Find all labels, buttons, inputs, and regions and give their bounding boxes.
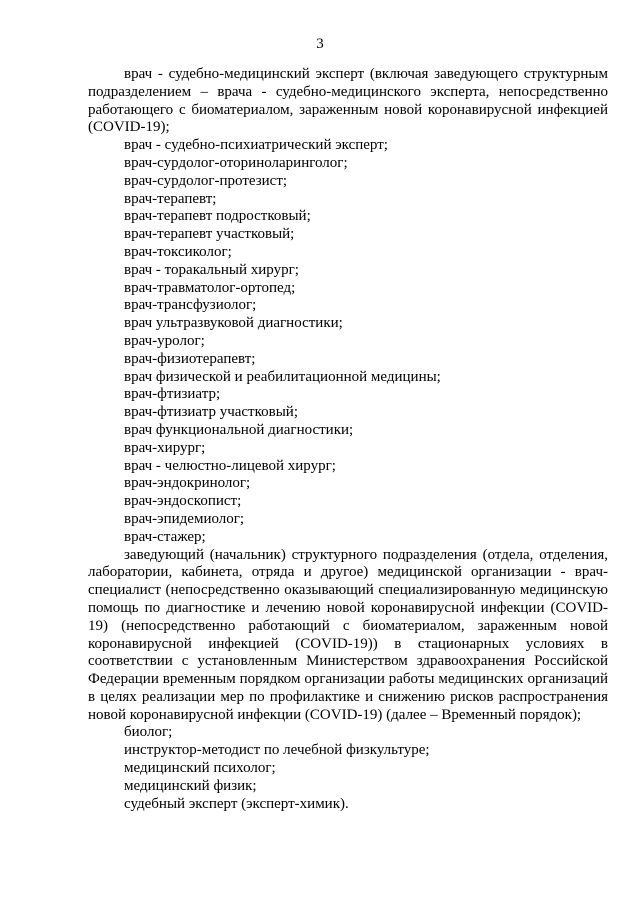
paragraph-head-of-department: заведующий (начальник) структурного подразделения (отдела, отделения, лаборатории, кабинета, отряда и другое) медицинской организации - врач-специалист (непосредственно оказывающий специализированную медицинскую помощь по диагностике и лечению новой коронавирусной инфекции (COVID-19) (непосредственно работающий с биоматериалом, зараженным новой коронавирусной инфекцией (COVID-19)) в стационарных условиях в соответствии с установленным Министерством здравоохранения Российской Федерации временным порядком организации работы медицинских организаций в целях реализации мер по профилактике и снижению рисков распространения новой коронавирусной инфекции (COVID-19) (далее – Временный порядок); (88, 546, 608, 723)
list-item: врач - челюстно-лицевой хирург; (124, 457, 336, 474)
list-item: врач-фтизиатр; (124, 386, 221, 403)
list-item: врач функциональной диагностики; (124, 421, 354, 438)
list-item: врач-терапевт; (124, 190, 217, 207)
list-item: врач - торакальный хирург; (124, 261, 299, 278)
list-item: врач-эпидемиолог; (124, 510, 245, 527)
page-number: 3 (316, 36, 324, 52)
list-item: врач-сурдолог-протезист; (124, 172, 288, 189)
list-item: врач-терапевт подростковый; (124, 208, 311, 225)
list-item: медицинский физик; (124, 777, 257, 794)
list-item: врач-эндоскопист; (124, 493, 242, 510)
list-item: врач-хирург; (124, 439, 206, 456)
list-item: врач-сурдолог-оториноларинголог; (124, 154, 348, 171)
final-list (88, 724, 608, 813)
list-item: врач-физиотерапевт; (124, 350, 256, 367)
list-item: врач-трансфузиолог; (124, 297, 257, 314)
list-item: врач ультразвуковой диагностики; (124, 315, 343, 332)
list-item: врач-фтизиатр участковый; (124, 404, 298, 421)
list-item: врач физической и реабилитационной медицины; (124, 368, 441, 385)
list-item: судебный эксперт (эксперт-химик). (124, 795, 349, 812)
list-item: медицинский психолог; (124, 760, 276, 777)
doctor-list (88, 137, 608, 546)
list-item: врач-травматолог-ортопед; (124, 279, 296, 296)
list-item: врач - судебно-психиатрический эксперт; (124, 137, 388, 154)
list-item: врач-токсиколог; (124, 243, 232, 260)
document-body (88, 66, 608, 813)
list-item: врач-эндокринолог; (124, 475, 251, 492)
list-item: врач-стажер; (124, 528, 206, 545)
list-item: врач-терапевт участковый; (124, 226, 295, 243)
list-item: врач-уролог; (124, 332, 205, 349)
paragraph-forensic-expert: врач - судебно-медицинский эксперт (включая заведующего структурным подразделением – врача - судебно-медицинского эксперта, непосредственно работающего с биоматериалом, зараженным новой коронавирусной инфекцией (COVID-19); (88, 66, 608, 136)
list-item: биолог; (124, 724, 173, 741)
list-item: инструктор-методист по лечебной физкультуре; (124, 742, 430, 759)
